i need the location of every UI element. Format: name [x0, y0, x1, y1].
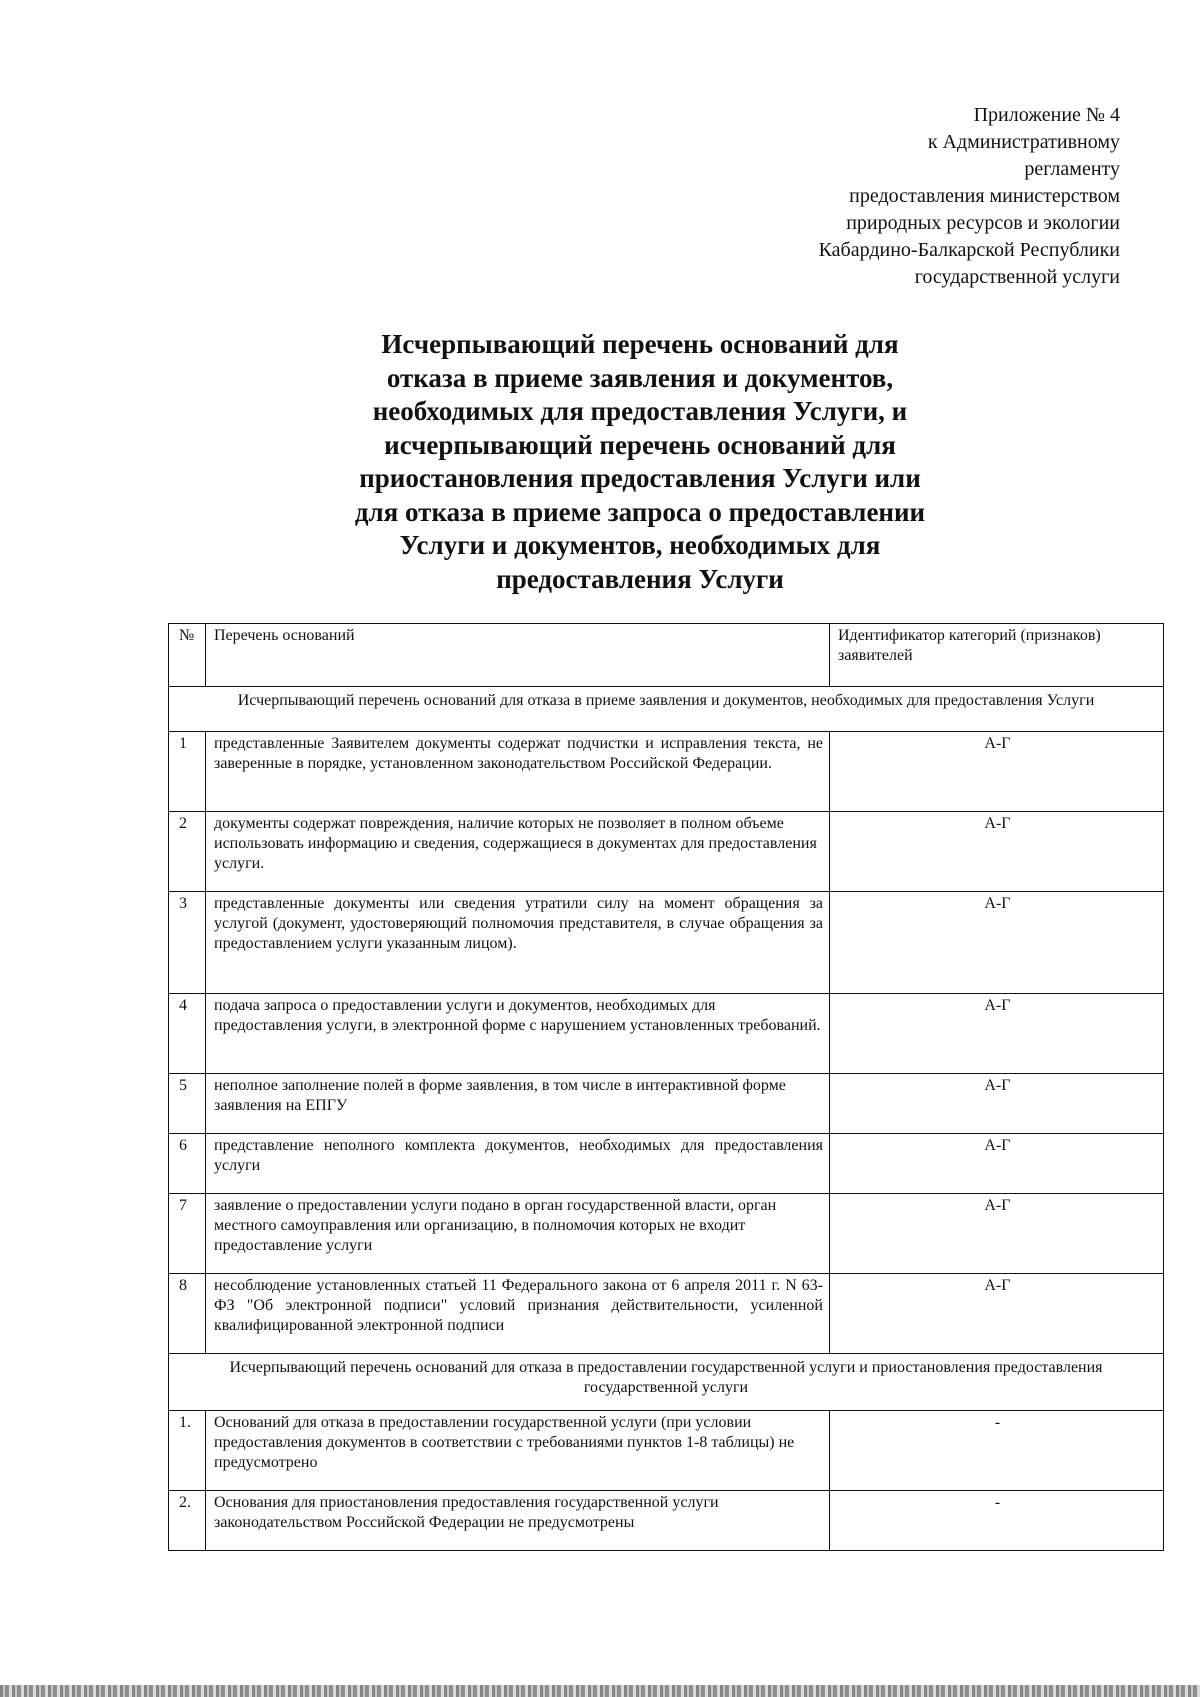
row-text: представление неполного комплекта документов, необходимых для предоставления услуги [206, 1134, 830, 1194]
row-id: А-Г [830, 1134, 1164, 1194]
row-num: 3 [169, 892, 206, 994]
document-title [330, 328, 950, 596]
appendix-line: к Административному [927, 131, 1120, 153]
header-reasons: Перечень оснований [206, 624, 830, 687]
title-line: отказа в приеме заявления и документов, [386, 362, 894, 393]
row-num: 4 [169, 994, 206, 1074]
table-row [169, 1134, 1164, 1194]
table-row [169, 1274, 1164, 1354]
table-row [169, 812, 1164, 892]
title-line: приостановления предоставления Услуги или [359, 463, 921, 493]
appendix-line: Приложение № 4 [973, 104, 1120, 126]
table-row [169, 994, 1164, 1074]
row-num: 7 [169, 1194, 206, 1274]
grounds-table [168, 623, 1164, 1551]
title-line: исчерпывающий перечень оснований для [384, 429, 896, 460]
row-id: А-Г [830, 1194, 1164, 1274]
header-num: № [169, 624, 206, 687]
table-row [169, 892, 1164, 994]
section-title: Исчерпывающий перечень оснований для отказа в приеме заявления и документов, необходимых для предоставления Услуги [169, 687, 1164, 732]
row-text: представленные документы или сведения утратили силу на момент обращения за услугой (документ, удостоверяющий полномочия представителя, в случае обращения за предоставлением услуги указанным лицом). [206, 892, 830, 994]
table-row [169, 732, 1164, 812]
table-row [169, 1194, 1164, 1274]
row-num: 1 [169, 732, 206, 812]
section-title: Исчерпывающий перечень оснований для отказа в предоставлении государственной услуги и приостановления предоставления государственной услуги [169, 1354, 1164, 1411]
row-num: 5 [169, 1074, 206, 1134]
table-row [169, 1074, 1164, 1134]
row-num: 8 [169, 1274, 206, 1354]
appendix-header [600, 102, 1120, 291]
title-line: для отказа в приеме запроса о предоставлении [354, 496, 926, 527]
row-id: - [830, 1411, 1164, 1491]
section-row [169, 687, 1164, 732]
row-id: А-Г [830, 994, 1164, 1074]
row-id: А-Г [830, 892, 1164, 994]
scan-edge-artifact [0, 1685, 1200, 1697]
appendix-line: регламенту [1024, 158, 1120, 180]
row-text: представленные Заявителем документы содержат подчистки и исправления текста, не заверенные в порядке, установленном законодательством Российской Федерации. [206, 732, 830, 812]
table-row [169, 1491, 1164, 1551]
row-num: 2 [169, 812, 206, 892]
row-id: А-Г [830, 732, 1164, 812]
row-text: подача запроса о предоставлении услуги и документов, необходимых для предоставления услуги, в электронной форме с нарушением установленных требований. [206, 994, 830, 1074]
title-line: предоставления Услуги [496, 563, 784, 594]
appendix-line: государственной услуги [914, 266, 1120, 288]
row-id: А-Г [830, 1074, 1164, 1134]
appendix-line: Кабардино-Балкарской Республики [818, 239, 1120, 261]
row-text: неполное заполнение полей в форме заявления, в том числе в интерактивной форме заявления на ЕПГУ [206, 1074, 830, 1134]
title-line: Исчерпывающий перечень оснований для [381, 329, 899, 359]
row-text: заявление о предоставлении услуги подано в орган государственной власти, орган местного самоуправления или организацию, в полномочия которых не входит предоставление услуги [206, 1194, 830, 1274]
appendix-line: природных ресурсов и экологии [846, 212, 1120, 234]
row-num: 2. [169, 1491, 206, 1551]
appendix-line: предоставления министерством [849, 185, 1120, 207]
row-text: Основания для приостановления предоставления государственной услуги законодательством Российской Федерации не предусмотрены [206, 1491, 830, 1551]
section-row [169, 1354, 1164, 1411]
header-id: Идентификатор категорий (признаков) заявителей [830, 624, 1164, 687]
row-num: 1. [169, 1411, 206, 1491]
table-header-row [169, 624, 1164, 687]
row-text: несоблюдение установленных статьей 11 Федерального закона от 6 апреля 2011 г. N 63-ФЗ "Об электронной подписи" условий признания действительности, усиленной квалифицированной электронной подписи [206, 1274, 830, 1354]
row-text: документы содержат повреждения, наличие которых не позволяет в полном объеме использовать информацию и сведения, содержащиеся в документах для предоставления услуги. [206, 812, 830, 892]
title-line: необходимых для предоставления Услуги, и [372, 396, 908, 426]
row-num: 6 [169, 1134, 206, 1194]
title-line: Услуги и документов, необходимых для [399, 530, 881, 560]
table-row [169, 1411, 1164, 1491]
row-id: - [830, 1491, 1164, 1551]
row-text: Оснований для отказа в предоставлении государственной услуги (при условии предоставления документов в соответствии с требованиями пунктов 1-8 таблицы) не предусмотрено [206, 1411, 830, 1491]
row-id: А-Г [830, 1274, 1164, 1354]
row-id: А-Г [830, 812, 1164, 892]
